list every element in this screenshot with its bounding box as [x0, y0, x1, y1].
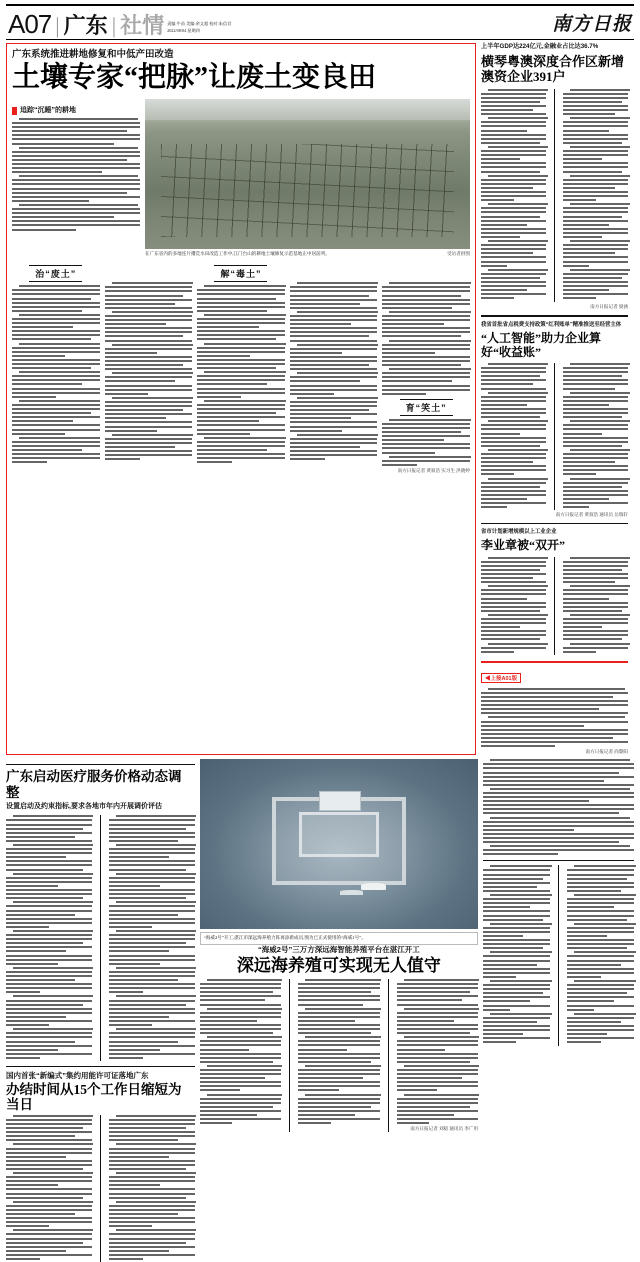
page-body: [6, 43, 634, 755]
sea-story-columns: [200, 979, 478, 1132]
health-story-deck: 设置启动及约束指标,要求各地市年内开展调价评估: [6, 803, 162, 811]
sea-story-kicker: “海威2号”三万方深远海智能养殖平台在湛江开工: [258, 944, 420, 954]
sea-platform-structure: [272, 797, 406, 885]
lower-rail-columns: [483, 865, 634, 1045]
lead-body-columns: [12, 261, 470, 474]
rail-story1-headline: 横琴粤澳深度合作区新增澳资企业391户: [481, 53, 625, 85]
lead-body-col-5-text: [382, 282, 470, 466]
health-story-col-2: [109, 815, 195, 1061]
energy-story-rule: [6, 1066, 195, 1067]
masthead-date-line: 2022/08/04 星期四: [167, 27, 200, 33]
health-story-col-1: [6, 815, 92, 1061]
rail-story1-divider: [554, 89, 555, 302]
folio-page-number: A07: [8, 9, 52, 39]
energy-story-col2-text: [109, 1115, 195, 1260]
energy-story-col-2: [109, 1115, 195, 1262]
rail-story1-col-2: [563, 89, 628, 302]
right-rail: [476, 43, 628, 755]
rail-story2-divider: [554, 363, 555, 510]
rail-story1-col2-text: [563, 89, 628, 300]
folio-section-primary: 广东: [63, 13, 108, 38]
lead-body-col-4-text: [290, 282, 378, 460]
energy-story-col1-text: [6, 1115, 92, 1260]
sea-story-col-1: [200, 979, 281, 1132]
lead-end-credit: 南方日报记者 黄叙浩 实习生 洪晓婷: [397, 467, 470, 473]
lower-rail-divider: [483, 860, 634, 861]
sea-story-col-2: [298, 979, 379, 1132]
sea-story-col2-text: [298, 979, 379, 1124]
rail-story3-kicker: 省市计划新增规模以上工业企业: [481, 529, 557, 536]
lead-subsection-3: [382, 399, 470, 416]
health-story: [6, 759, 195, 1262]
lead-body-col-2: [105, 261, 193, 474]
lead-photo-farmland: [145, 99, 470, 249]
lead-subsection-1-label: 治“废土”: [29, 265, 82, 282]
lower-right-rail: [483, 759, 634, 1262]
health-story-rule: [6, 764, 195, 765]
energy-story-headline: 办结时间从15个工作日缩短为当日: [6, 1081, 182, 1113]
lead-body-col-1-text: [12, 285, 100, 463]
sea-photo-caption: [200, 932, 478, 944]
lead-col-1: [12, 99, 140, 258]
sea-story-headline: 深远海养殖可实现无人值守: [236, 956, 441, 976]
lower-rail-col-divider: [558, 865, 559, 1045]
rail-story2-columns: [481, 363, 628, 510]
rail-story3-col2-text: [563, 557, 628, 653]
folio: [8, 11, 231, 37]
health-story-col2-text: [109, 815, 195, 1059]
masthead-credits: [167, 21, 231, 37]
sea-story-col3-text: [397, 979, 478, 1124]
rail-story2-col1-text: [481, 363, 546, 508]
rail-story2-col2-text: [563, 363, 628, 508]
rail-story3-columns: [481, 557, 628, 655]
sea-boat: [361, 883, 386, 890]
sea-photo-caption-text: “海威2号”开工,湛江市深远海养殖力阵再添新成员,图为已正式使用的“海威1号”。: [203, 935, 366, 941]
lead-subsection-1: [12, 265, 100, 282]
sea-story-divider-2: [388, 979, 389, 1132]
rail-story1-col-1: [481, 89, 546, 302]
rail-story3-col1-text: [481, 557, 546, 653]
lead-subsection-3-label: 育“笑土”: [400, 399, 453, 416]
rail-story2-kicker: 我省首批省点税费支持政策“红利账单”精准推送至经营主体: [481, 321, 622, 328]
energy-story-kicker: 国内首张“新编式”集约用能许可证落地广东: [6, 1070, 149, 1080]
lower-rail-text-top: [483, 759, 634, 855]
folio-divider-2: |: [111, 13, 117, 38]
rail-jump-rule: [481, 661, 628, 663]
lead-photo-col: [145, 99, 470, 258]
folio-divider-1: |: [55, 13, 60, 38]
energy-story-divider: [100, 1115, 101, 1262]
rail-story3-headline: 李业章被“双开”: [481, 538, 566, 553]
lead-body-col-3: [197, 261, 285, 474]
lead-photo-caption-text: 在广东省内的多地连片撂荒水田改造工作中,江门台山的耕地土壤修复示范基地正中居前列。: [145, 250, 330, 256]
masthead: [6, 6, 634, 39]
lead-package: [6, 43, 476, 755]
rail-story2-col-1: [481, 363, 546, 510]
rail-story1-kicker: 上半年GDP达224亿元,金融业占比达36.7%: [481, 43, 599, 50]
rail-story3-col-2: [563, 557, 628, 655]
folio-section-secondary: 社情: [120, 13, 165, 38]
rail-story1-columns: [481, 89, 628, 302]
lead-subsection-2-label: 解“毒土”: [214, 265, 267, 282]
lead-section-tag: 追踪“沉睡”的耕地: [12, 107, 76, 115]
rail-story2-col-2: [563, 363, 628, 510]
lead-top-columns: [12, 99, 470, 258]
masthead-bottom-rule: [6, 39, 634, 40]
health-story-col1-text: [6, 815, 92, 1059]
sea-story-credit: 南方日报记者 刘稳 通讯员 李广用: [410, 1126, 478, 1132]
lower-rail-col-2: [567, 865, 634, 1045]
lower-rail-col1-text: [483, 865, 550, 1043]
lead-body-col-4: [290, 261, 378, 474]
rail-divider-2: [481, 523, 628, 524]
lead-body-col-3-text: [197, 285, 285, 463]
health-story-columns: [6, 815, 195, 1061]
lead-body-col-2-text: [105, 282, 193, 460]
rail-story3-credit: 南方日报记者 尚黎阳: [585, 749, 628, 755]
lower-rail-col-1: [483, 865, 550, 1045]
rail-story1-credit: 南方日报记者 梁涵: [590, 303, 628, 309]
sea-story-divider-1: [289, 979, 290, 1132]
lead-photo-caption: [145, 251, 470, 258]
paper-logo: 南方日报: [551, 14, 632, 35]
lower-section: [6, 759, 634, 1262]
energy-story-columns: [6, 1115, 195, 1262]
health-story-headline: 广东启动医疗服务价格动态调整: [6, 769, 182, 800]
sea-story-col1-text: [200, 979, 281, 1124]
sea-story: [200, 759, 478, 1262]
rail-jump-text: [481, 688, 628, 747]
rail-divider-1: [481, 315, 628, 317]
lead-body-col-1: [12, 261, 100, 474]
lead-col-1-text: [12, 118, 140, 231]
rail-story1-col1-text: [481, 89, 546, 300]
masthead-credit-line: 责编:牛苗 美编:余文超 校对:朱信君: [167, 21, 232, 27]
lead-photo-credit: 受访者供图: [447, 250, 470, 256]
lead-headline: 土壤专家“把脉”让废土变良田: [12, 62, 377, 94]
newspaper-page: [0, 4, 640, 1132]
energy-story-col-1: [6, 1115, 92, 1262]
rail-story3-divider: [554, 557, 555, 655]
rail-story2-headline: “人工智能”助力企业算好“收益账”: [481, 330, 602, 359]
sea-story-col-3: [397, 979, 478, 1132]
lead-subsection-2: [197, 265, 285, 282]
rail-jump-tag[interactable]: ◀上接A01版: [481, 673, 521, 683]
sea-photo-platform: [200, 759, 478, 929]
rail-story3-col-1: [481, 557, 546, 655]
rail-story2-credit: 南方日报记者 黄叙浩 通讯员 岳瑞轩: [555, 512, 628, 518]
lead-body-col-5: [382, 261, 470, 474]
lead-kicker: 广东系统推进耕地修复和中低产田改造: [12, 49, 174, 60]
health-story-divider: [100, 815, 101, 1061]
lower-rail-col2-text: [567, 865, 634, 1043]
